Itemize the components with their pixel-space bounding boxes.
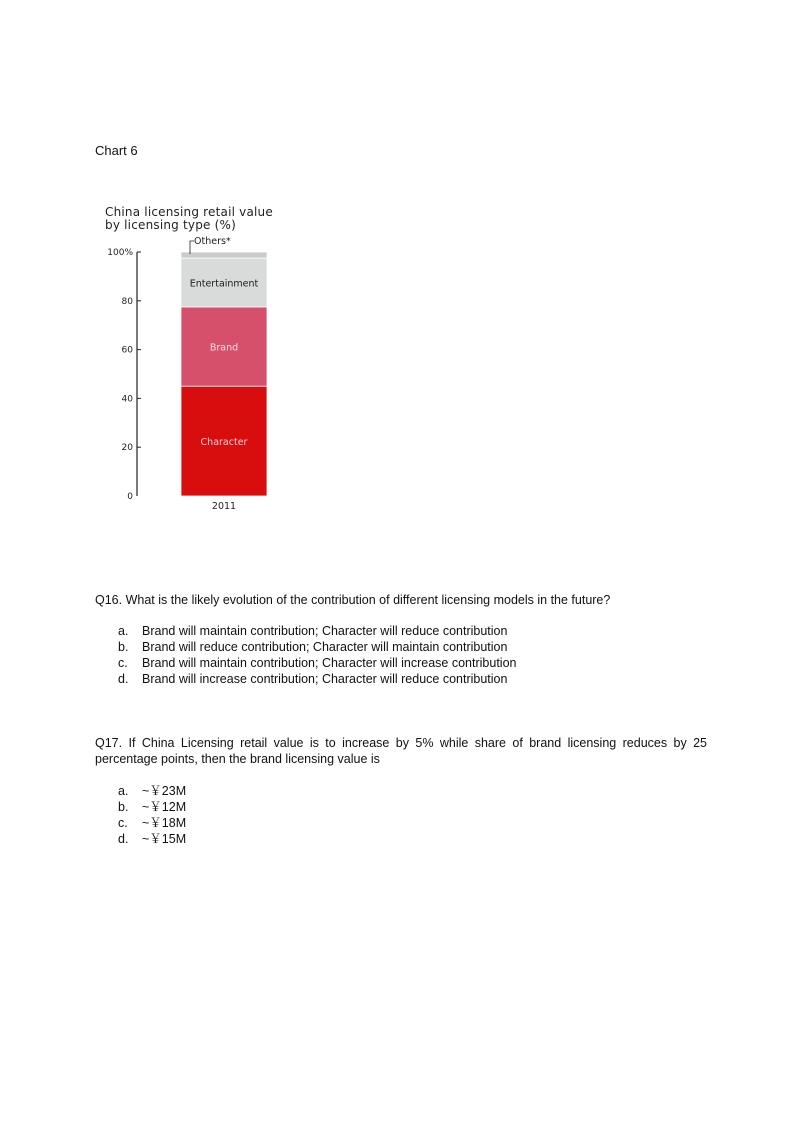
option-letter: c. (118, 656, 128, 670)
q16-option-d (118, 671, 516, 687)
question-17: Q17. If China Licensing retail value is to increase by 5% while share of brand licensing reduces by 25 percentage points, then the brand licensing value is (95, 736, 707, 766)
chart-title-line-1: China licensing retail value (105, 205, 273, 219)
option-text: ~￥12M (142, 800, 187, 814)
option-text: ~￥23M (142, 784, 187, 798)
q17-option-d (118, 831, 186, 847)
x-category-label: 2011 (211, 501, 237, 512)
y-tick-label: 80 (121, 296, 133, 307)
y-tick-label: 0 (127, 492, 133, 502)
q16-option-c (118, 655, 516, 671)
option-letter: d. (118, 832, 129, 846)
option-letter: a. (118, 624, 129, 638)
option-text: Brand will reduce contribution; Character will maintain contribution (142, 640, 508, 654)
q17-option-c (118, 815, 186, 831)
segment-label: Entertainment (189, 278, 259, 290)
option-letter: a. (118, 784, 129, 798)
y-tick-label: 20 (121, 443, 133, 454)
chart-caption: Chart 6 (95, 143, 138, 158)
q17-option-b (118, 799, 186, 815)
segment-label: Character (200, 437, 248, 449)
question-17-options (118, 783, 186, 847)
bar-segment-others (181, 252, 267, 258)
q16-option-b (118, 639, 516, 655)
option-letter: b. (118, 800, 129, 814)
q16-option-a (118, 623, 516, 639)
q17-option-a (118, 783, 186, 799)
option-text: Brand will maintain contribution; Character will reduce contribution (142, 624, 508, 638)
chart-title-line-2: by licensing type (%) (105, 218, 236, 232)
option-letter: d. (118, 672, 129, 686)
option-text: Brand will maintain contribution; Character will increase contribution (142, 656, 517, 670)
question-16-options (118, 623, 516, 687)
chart-canvas (80, 200, 300, 520)
y-tick-label: 100% (107, 248, 133, 258)
option-letter: b. (118, 640, 129, 654)
option-text: Brand will increase contribution; Character will reduce contribution (142, 672, 508, 686)
option-letter: c. (118, 816, 128, 830)
question-16: Q16. What is the likely evolution of the contribution of different licensing models in the future? (95, 593, 611, 607)
callout-label: Others* (194, 236, 231, 247)
option-text: ~￥18M (142, 816, 187, 830)
option-text: ~￥15M (142, 832, 187, 846)
y-tick-label: 60 (121, 345, 133, 356)
y-tick-label: 40 (121, 394, 133, 405)
segment-label: Brand (209, 342, 239, 354)
stacked-bar-chart (80, 200, 300, 520)
